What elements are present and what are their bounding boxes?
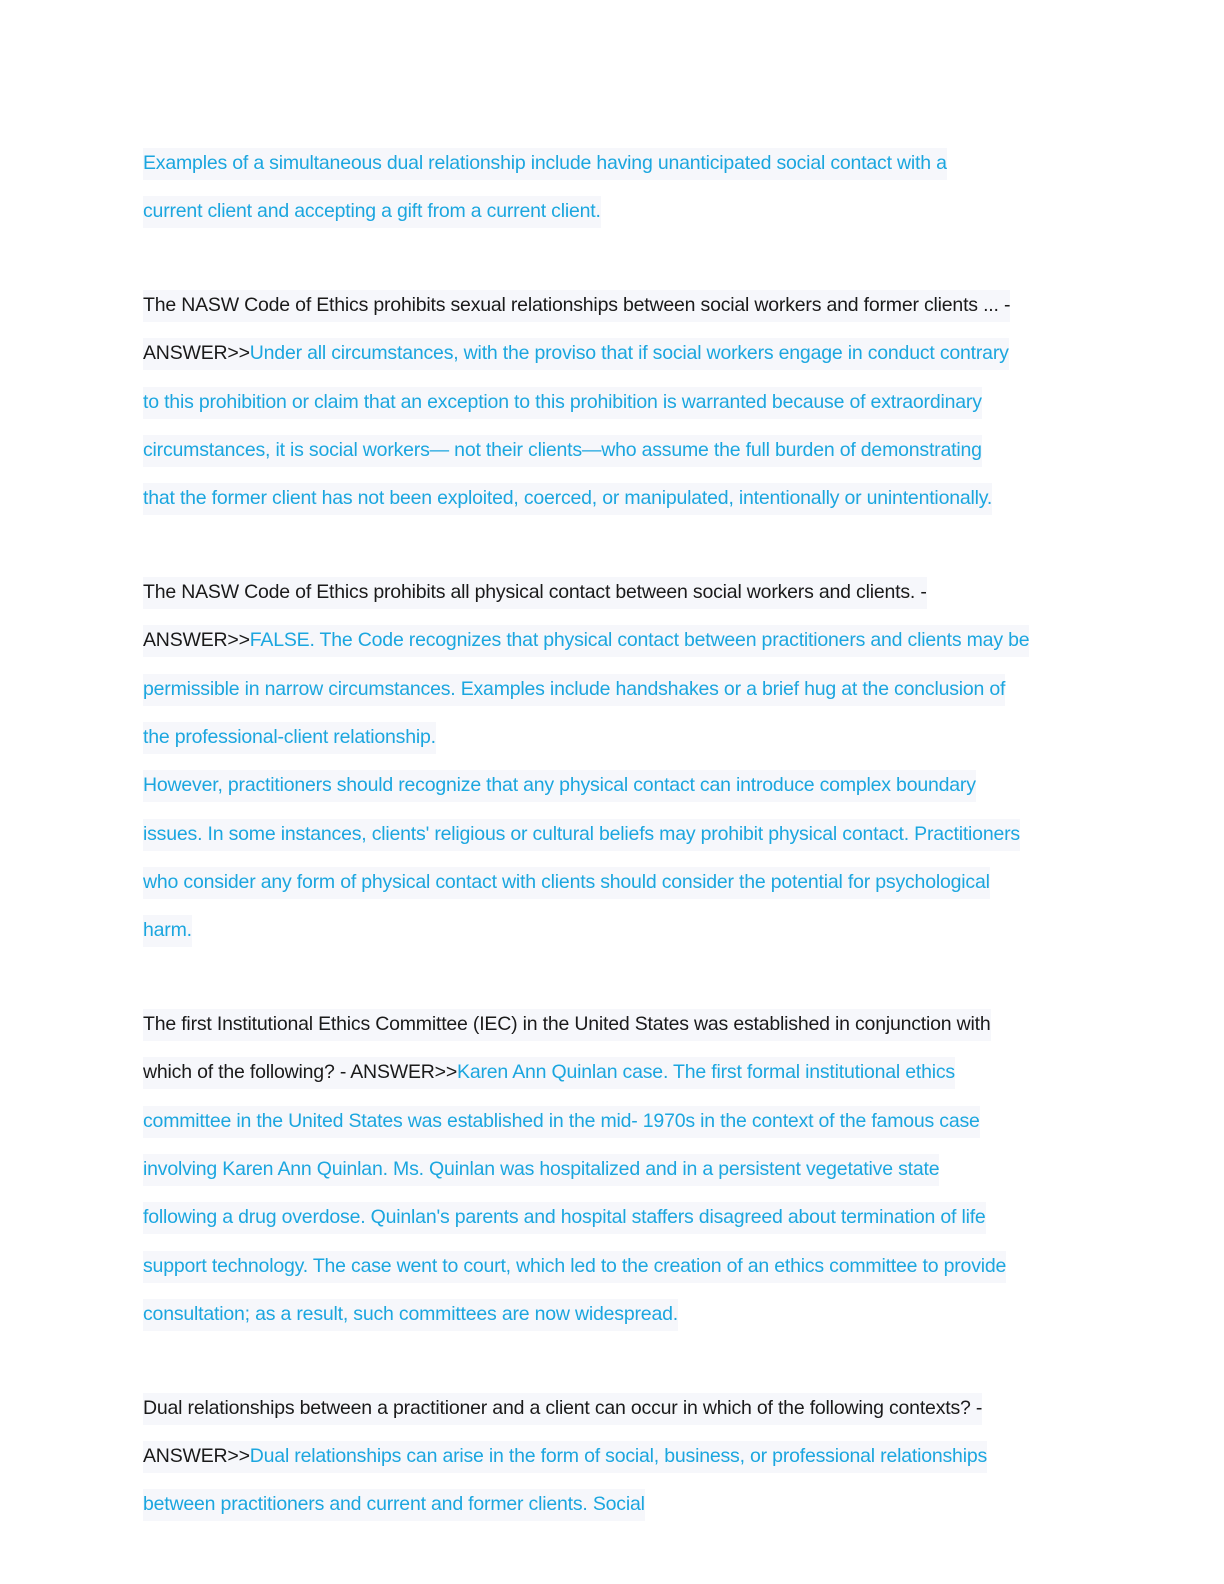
text-line <box>143 713 1083 761</box>
answer-text: committee in the United States was established in the mid- 1970s in the context of the famous case <box>143 1106 980 1138</box>
qa-block-3 <box>143 568 1083 955</box>
answer-text: that the former client has not been exploited, coerced, or manipulated, intentionally or unintentionally. <box>143 483 992 515</box>
answer-text: Karen Ann Quinlan case. The first formal institutional ethics <box>457 1057 955 1089</box>
text-line <box>143 810 1083 858</box>
text-line <box>143 1480 1083 1528</box>
answer-text: who consider any form of physical contact with clients should consider the potential for psychological <box>143 867 990 899</box>
text-line <box>143 281 1083 329</box>
question-text: The NASW Code of Ethics prohibits sexual relationships between social workers and former clients ... - <box>143 290 1010 322</box>
answer-text: involving Karen Ann Quinlan. Ms. Quinlan was hospitalized and in a persistent vegetative state <box>143 1154 939 1186</box>
answer-text: the professional-client relationship. <box>143 722 436 754</box>
answer-text: circumstances, it is social workers— not their clients—who assume the full burden of demonstrating <box>143 435 982 467</box>
answer-text: current client and accepting a gift from a current client. <box>143 196 601 228</box>
text-line <box>143 1000 1083 1048</box>
answer-text: issues. In some instances, clients' religious or cultural beliefs may prohibit physical contact. Practitioners <box>143 819 1020 851</box>
text-line <box>143 1145 1083 1193</box>
text-line <box>143 1048 1083 1096</box>
text-line <box>143 1193 1083 1241</box>
question-text: The first Institutional Ethics Committee (IEC) in the United States was established in conjunction with <box>143 1009 991 1041</box>
qa-block-5 <box>143 1384 1083 1529</box>
text-line <box>143 187 1083 235</box>
answer-prefix: ANSWER>> <box>143 1441 250 1473</box>
text-line <box>143 426 1083 474</box>
answer-text: permissible in narrow circumstances. Examples include handshakes or a brief hug at the conclusion of <box>143 674 1005 706</box>
answer-text: Under all circumstances, with the proviso that if social workers engage in conduct contrary <box>250 338 1009 370</box>
text-line <box>143 1290 1083 1338</box>
text-line <box>143 568 1083 616</box>
answer-text: However, practitioners should recognize that any physical contact can introduce complex boundary <box>143 770 976 802</box>
text-line <box>143 858 1083 906</box>
answer-text: FALSE. The Code recognizes that physical contact between practitioners and clients may be <box>250 625 1030 657</box>
text-line <box>143 761 1083 809</box>
text-line <box>143 1242 1083 1290</box>
text-line <box>143 616 1083 664</box>
qa-block-1 <box>143 139 1083 236</box>
answer-text: support technology. The case went to court, which led to the creation of an ethics committee to provide <box>143 1251 1006 1283</box>
text-line <box>143 906 1083 954</box>
answer-text: Examples of a simultaneous dual relationship include having unanticipated social contact with a <box>143 148 947 180</box>
answer-prefix: ANSWER>> <box>143 338 250 370</box>
text-line <box>143 474 1083 522</box>
document-page <box>143 139 1083 1529</box>
answer-text: consultation; as a result, such committees are now widespread. <box>143 1299 678 1331</box>
text-line <box>143 139 1083 187</box>
answer-text: harm. <box>143 915 192 947</box>
text-line <box>143 1432 1083 1480</box>
text-line <box>143 665 1083 713</box>
text-line <box>143 1384 1083 1432</box>
text-line <box>143 378 1083 426</box>
answer-text: Dual relationships can arise in the form of social, business, or professional relationships <box>250 1441 987 1473</box>
qa-block-4 <box>143 1000 1083 1339</box>
question-text: The NASW Code of Ethics prohibits all physical contact between social workers and clients. - <box>143 577 927 609</box>
answer-prefix: which of the following? - ANSWER>> <box>143 1057 457 1089</box>
text-line <box>143 329 1083 377</box>
answer-text: to this prohibition or claim that an exception to this prohibition is warranted because of extraordinary <box>143 387 982 419</box>
answer-text: between practitioners and current and former clients. Social <box>143 1489 645 1521</box>
text-line <box>143 1097 1083 1145</box>
answer-text: following a drug overdose. Quinlan's parents and hospital staffers disagreed about termination of life <box>143 1202 986 1234</box>
qa-block-2 <box>143 281 1083 523</box>
question-text: Dual relationships between a practitioner and a client can occur in which of the following contexts? - <box>143 1393 982 1425</box>
answer-prefix: ANSWER>> <box>143 625 250 657</box>
